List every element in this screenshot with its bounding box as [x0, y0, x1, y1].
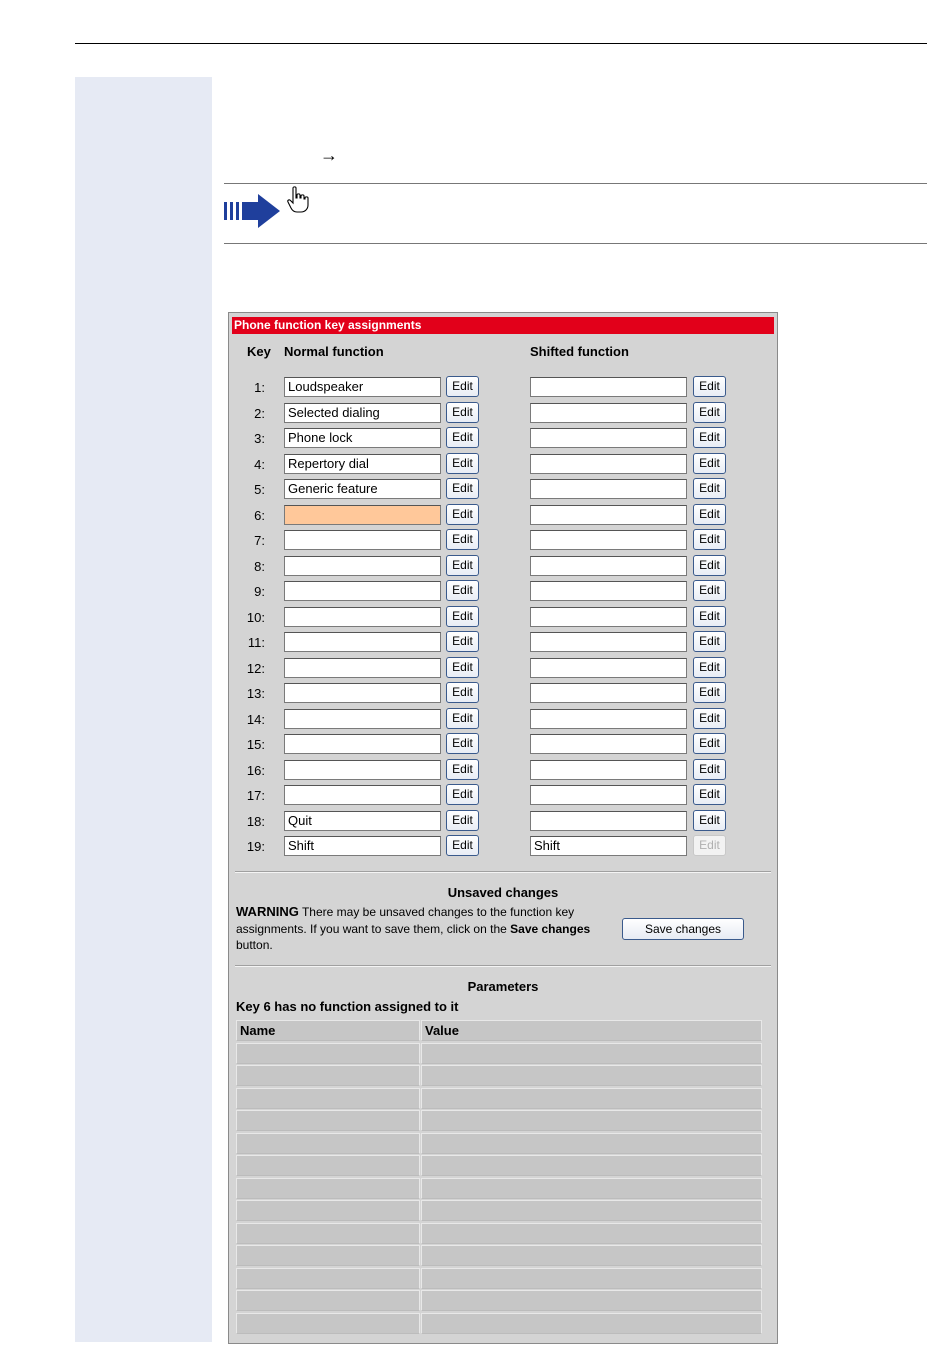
table-cell-name	[236, 1313, 420, 1334]
column-header-value: Value	[421, 1020, 762, 1041]
edit-normal-button[interactable]: Edit	[446, 835, 479, 856]
edit-normal-button[interactable]: Edit	[446, 657, 479, 678]
edit-normal-button[interactable]: Edit	[446, 453, 479, 474]
unsaved-warning	[236, 904, 591, 954]
edit-shifted-button[interactable]: Edit	[693, 504, 726, 525]
shifted-function-field[interactable]	[530, 811, 687, 831]
shifted-function-field[interactable]	[530, 785, 687, 805]
edit-normal-button[interactable]: Edit	[446, 708, 479, 729]
pointer-hand-icon	[286, 186, 310, 214]
key-number: 13:	[246, 686, 265, 701]
table-cell-name	[236, 1065, 420, 1086]
edit-shifted-button[interactable]: Edit	[693, 580, 726, 601]
table-cell-value	[421, 1065, 762, 1086]
edit-normal-button[interactable]: Edit	[446, 504, 479, 525]
shifted-function-field[interactable]	[530, 556, 687, 576]
table-cell-value	[421, 1043, 762, 1064]
edit-shifted-button[interactable]: Edit	[693, 427, 726, 448]
shifted-function-field[interactable]	[530, 454, 687, 474]
edit-shifted-button[interactable]: Edit	[693, 529, 726, 550]
table-cell-name	[236, 1155, 420, 1176]
header-key: Key	[247, 344, 271, 359]
normal-function-field[interactable]: Repertory dial	[284, 454, 441, 474]
edit-normal-button[interactable]: Edit	[446, 631, 479, 652]
key-number: 19:	[246, 839, 265, 854]
column-header-name: Name	[236, 1020, 420, 1041]
edit-normal-button[interactable]: Edit	[446, 529, 479, 550]
shifted-function-field[interactable]	[530, 479, 687, 499]
key-number: 14:	[246, 712, 265, 727]
normal-function-field[interactable]: Generic feature	[284, 479, 441, 499]
table-cell-value	[421, 1088, 762, 1109]
table-cell-value	[421, 1178, 762, 1199]
edit-shifted-button[interactable]: Edit	[693, 631, 726, 652]
shifted-function-field[interactable]	[530, 581, 687, 601]
table-cell-value	[421, 1200, 762, 1221]
table-cell-name	[236, 1133, 420, 1154]
key-number: 9:	[254, 584, 265, 599]
save-changes-button[interactable]: Save changes	[622, 918, 744, 940]
unsaved-changes-title: Unsaved changes	[447, 885, 559, 900]
key-number: 1:	[254, 380, 265, 395]
shifted-function-field[interactable]	[530, 658, 687, 678]
key-number: 5:	[254, 482, 265, 497]
parameters-message: Key 6 has no function assigned to it	[236, 999, 459, 1014]
section-divider	[235, 965, 771, 967]
key-number: 11:	[247, 635, 265, 650]
normal-function-field[interactable]	[284, 581, 441, 601]
table-cell-value	[421, 1313, 762, 1334]
normal-function-field[interactable]	[284, 709, 441, 729]
shifted-function-field[interactable]	[530, 505, 687, 525]
table-cell-value	[421, 1155, 762, 1176]
table-cell-name	[236, 1245, 420, 1266]
edit-normal-button[interactable]: Edit	[446, 478, 479, 499]
shifted-function-field[interactable]	[530, 428, 687, 448]
normal-function-field[interactable]	[284, 760, 441, 780]
note-top-rule	[224, 183, 927, 184]
edit-shifted-button[interactable]: Edit	[693, 606, 726, 627]
warning-tail: button.	[236, 938, 273, 952]
normal-function-field[interactable]: Phone lock	[284, 428, 441, 448]
shifted-function-field[interactable]	[530, 607, 687, 627]
table-cell-value	[421, 1223, 762, 1244]
key-number: 4:	[254, 457, 265, 472]
edit-normal-button[interactable]: Edit	[446, 555, 479, 576]
normal-function-field[interactable]	[284, 505, 441, 525]
shifted-function-field[interactable]: Shift	[530, 836, 687, 856]
table-cell-name	[236, 1178, 420, 1199]
table-cell-value	[421, 1290, 762, 1311]
key-number: 3:	[254, 431, 265, 446]
normal-function-field[interactable]	[284, 632, 441, 652]
shifted-function-field[interactable]	[530, 530, 687, 550]
edit-shifted-button[interactable]: Edit	[693, 657, 726, 678]
key-number: 17:	[246, 788, 265, 803]
arrow-right-icon: →	[320, 145, 338, 165]
section-divider	[235, 871, 771, 873]
edit-normal-button[interactable]: Edit	[446, 606, 479, 627]
shifted-function-field[interactable]	[530, 683, 687, 703]
edit-normal-button[interactable]: Edit	[446, 810, 479, 831]
shifted-function-field[interactable]	[530, 709, 687, 729]
edit-shifted-button[interactable]: Edit	[693, 402, 726, 423]
edit-normal-button[interactable]: Edit	[446, 580, 479, 601]
shifted-function-field[interactable]	[530, 403, 687, 423]
normal-function-field[interactable]: Quit	[284, 811, 441, 831]
normal-function-field[interactable]	[284, 734, 441, 754]
edit-shifted-button[interactable]: Edit	[693, 555, 726, 576]
edit-normal-button[interactable]: Edit	[446, 682, 479, 703]
edit-shifted-button[interactable]: Edit	[693, 478, 726, 499]
note-arrow-icon	[224, 193, 282, 229]
shifted-function-field[interactable]	[530, 377, 687, 397]
normal-function-field[interactable]	[284, 607, 441, 627]
normal-function-field[interactable]	[284, 530, 441, 550]
parameters-title: Parameters	[467, 979, 539, 994]
normal-function-field[interactable]	[284, 556, 441, 576]
normal-function-field[interactable]	[284, 658, 441, 678]
table-cell-value	[421, 1268, 762, 1289]
edit-shifted-button[interactable]: Edit	[693, 759, 726, 780]
table-cell-name	[236, 1043, 420, 1064]
top-rule	[75, 43, 927, 44]
shifted-function-field[interactable]	[530, 632, 687, 652]
table-cell-name	[236, 1268, 420, 1289]
shifted-function-field[interactable]	[530, 760, 687, 780]
edit-normal-button[interactable]: Edit	[446, 402, 479, 423]
edit-normal-button[interactable]: Edit	[446, 376, 479, 397]
table-cell-name	[236, 1223, 420, 1244]
key-number: 6:	[254, 508, 265, 523]
table-cell-name	[236, 1088, 420, 1109]
normal-function-field[interactable]	[284, 683, 441, 703]
key-number: 15:	[246, 737, 265, 752]
table-cell-name	[236, 1110, 420, 1131]
header-normal-function: Normal function	[284, 344, 384, 359]
normal-function-field[interactable]	[284, 785, 441, 805]
key-number: 16:	[246, 763, 265, 778]
edit-normal-button[interactable]: Edit	[446, 759, 479, 780]
shifted-function-field[interactable]	[530, 734, 687, 754]
note-bottom-rule	[224, 243, 927, 244]
key-number: 7:	[254, 533, 265, 548]
edit-normal-button[interactable]: Edit	[446, 784, 479, 805]
key-number: 18:	[246, 814, 265, 829]
table-cell-name	[236, 1290, 420, 1311]
edit-shifted-button[interactable]: Edit	[693, 733, 726, 754]
key-number: 2:	[254, 406, 265, 421]
edit-normal-button[interactable]: Edit	[446, 733, 479, 754]
key-number: 12:	[246, 661, 265, 676]
edit-shifted-button[interactable]: Edit	[693, 682, 726, 703]
warning-label: WARNING	[236, 904, 299, 919]
table-cell-value	[421, 1245, 762, 1266]
table-cell-name	[236, 1200, 420, 1221]
edit-shifted-button[interactable]: Edit	[693, 453, 726, 474]
table-cell-value	[421, 1133, 762, 1154]
edit-shifted-button[interactable]: Edit	[693, 784, 726, 805]
edit-shifted-button[interactable]: Edit	[693, 376, 726, 397]
normal-function-field[interactable]: Loudspeaker	[284, 377, 441, 397]
table-cell-value	[421, 1110, 762, 1131]
function-key-panel	[228, 312, 778, 1344]
warning-text: There may be unsaved changes to the function key assignments. If you want to save them, click on the	[236, 905, 575, 936]
edit-normal-button[interactable]: Edit	[446, 427, 479, 448]
key-number: 10:	[246, 610, 265, 625]
edit-shifted-button: Edit	[693, 835, 726, 856]
edit-shifted-button[interactable]: Edit	[693, 810, 726, 831]
header-shifted-function: Shifted function	[530, 344, 629, 359]
save-changes-ref: Save changes	[510, 921, 591, 936]
key-number: 8:	[254, 559, 265, 574]
normal-function-field[interactable]: Shift	[284, 836, 441, 856]
panel-title: Phone function key assignments	[232, 317, 774, 334]
side-strip	[75, 77, 212, 1342]
normal-function-field[interactable]: Selected dialing	[284, 403, 441, 423]
edit-shifted-button[interactable]: Edit	[693, 708, 726, 729]
